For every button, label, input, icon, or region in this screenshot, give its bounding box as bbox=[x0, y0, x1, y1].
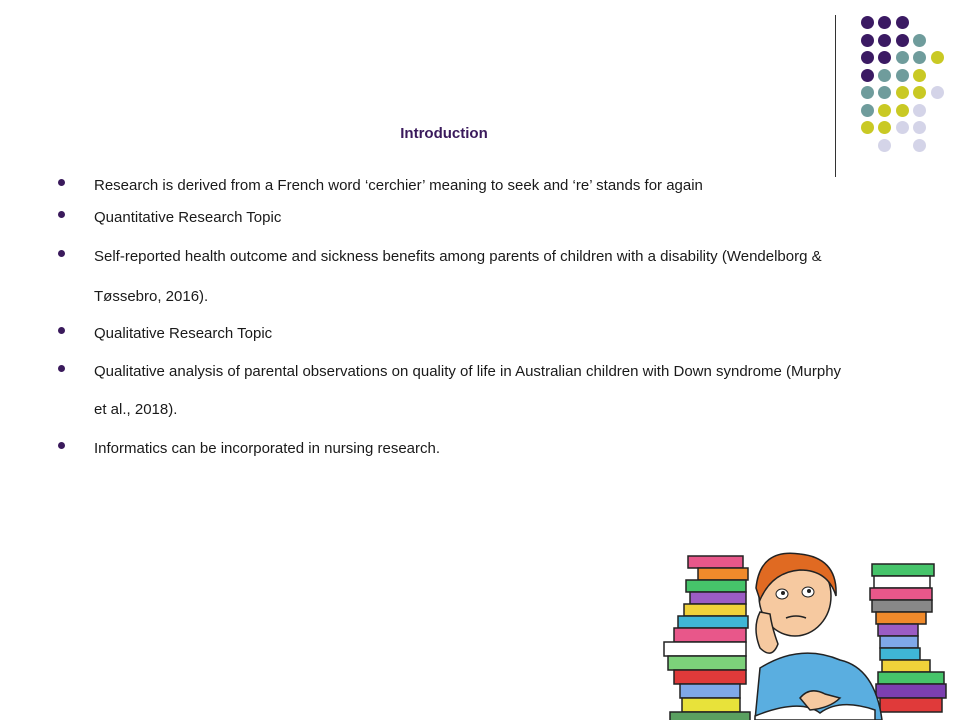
decorative-dot bbox=[861, 86, 874, 99]
decorative-dot bbox=[861, 51, 874, 64]
bullet-text: Research is derived from a French word ‘cerchier’ meaning to seek and ‘re’ stands for again bbox=[94, 177, 703, 194]
bullet-dot bbox=[58, 365, 65, 372]
bullet-dot bbox=[58, 250, 65, 257]
bullet-text: Self-reported health outcome and sickness benefits among parents of children with a disability (Wendelborg & bbox=[94, 248, 822, 265]
decorative-dot bbox=[913, 104, 926, 117]
decorative-dot bbox=[913, 69, 926, 82]
decorative-dot bbox=[878, 139, 891, 152]
page-title: Introduction bbox=[400, 125, 488, 142]
bullet-dot bbox=[58, 327, 65, 334]
decorative-dot bbox=[896, 104, 909, 117]
decorative-dot bbox=[896, 86, 909, 99]
decorative-dot bbox=[861, 16, 874, 29]
decorative-dot bbox=[878, 51, 891, 64]
decorative-dot bbox=[913, 51, 926, 64]
decorative-dot bbox=[913, 139, 926, 152]
bullet-dot bbox=[58, 211, 65, 218]
decorative-dot bbox=[861, 104, 874, 117]
decorative-dot bbox=[896, 16, 909, 29]
student-with-books-illustration bbox=[660, 548, 960, 720]
decorative-dot bbox=[931, 51, 944, 64]
decorative-dot bbox=[878, 16, 891, 29]
bullet-dot bbox=[58, 179, 65, 186]
bullet-text: Informatics can be incorporated in nursing research. bbox=[94, 440, 441, 457]
bullet-text: Qualitative analysis of parental observations on quality of life in Australian children with Down syndrome (Murphy bbox=[94, 363, 842, 380]
decorative-dot bbox=[931, 86, 944, 99]
bullet-text-continued: et al., 2018). bbox=[94, 401, 178, 418]
decorative-dot bbox=[878, 69, 891, 82]
bullet-text-continued: Tøssebro, 2016). bbox=[94, 288, 209, 305]
decorative-dot bbox=[913, 121, 926, 134]
decorative-dot bbox=[913, 34, 926, 47]
decorative-dot bbox=[896, 34, 909, 47]
decorative-dot bbox=[878, 121, 891, 134]
decorative-dot bbox=[861, 34, 874, 47]
bullet-text: Qualitative Research Topic bbox=[94, 325, 273, 342]
decorative-dot bbox=[878, 104, 891, 117]
decorative-dot bbox=[861, 121, 874, 134]
decorative-dot bbox=[913, 86, 926, 99]
decorative-dot bbox=[878, 86, 891, 99]
decorative-dot bbox=[896, 69, 909, 82]
decorative-dot bbox=[896, 51, 909, 64]
decorative-dot bbox=[861, 69, 874, 82]
bullet-dot bbox=[58, 442, 65, 449]
decorative-dot bbox=[896, 121, 909, 134]
bullet-text: Quantitative Research Topic bbox=[94, 209, 282, 226]
divider-line bbox=[835, 15, 836, 177]
decorative-dot bbox=[878, 34, 891, 47]
